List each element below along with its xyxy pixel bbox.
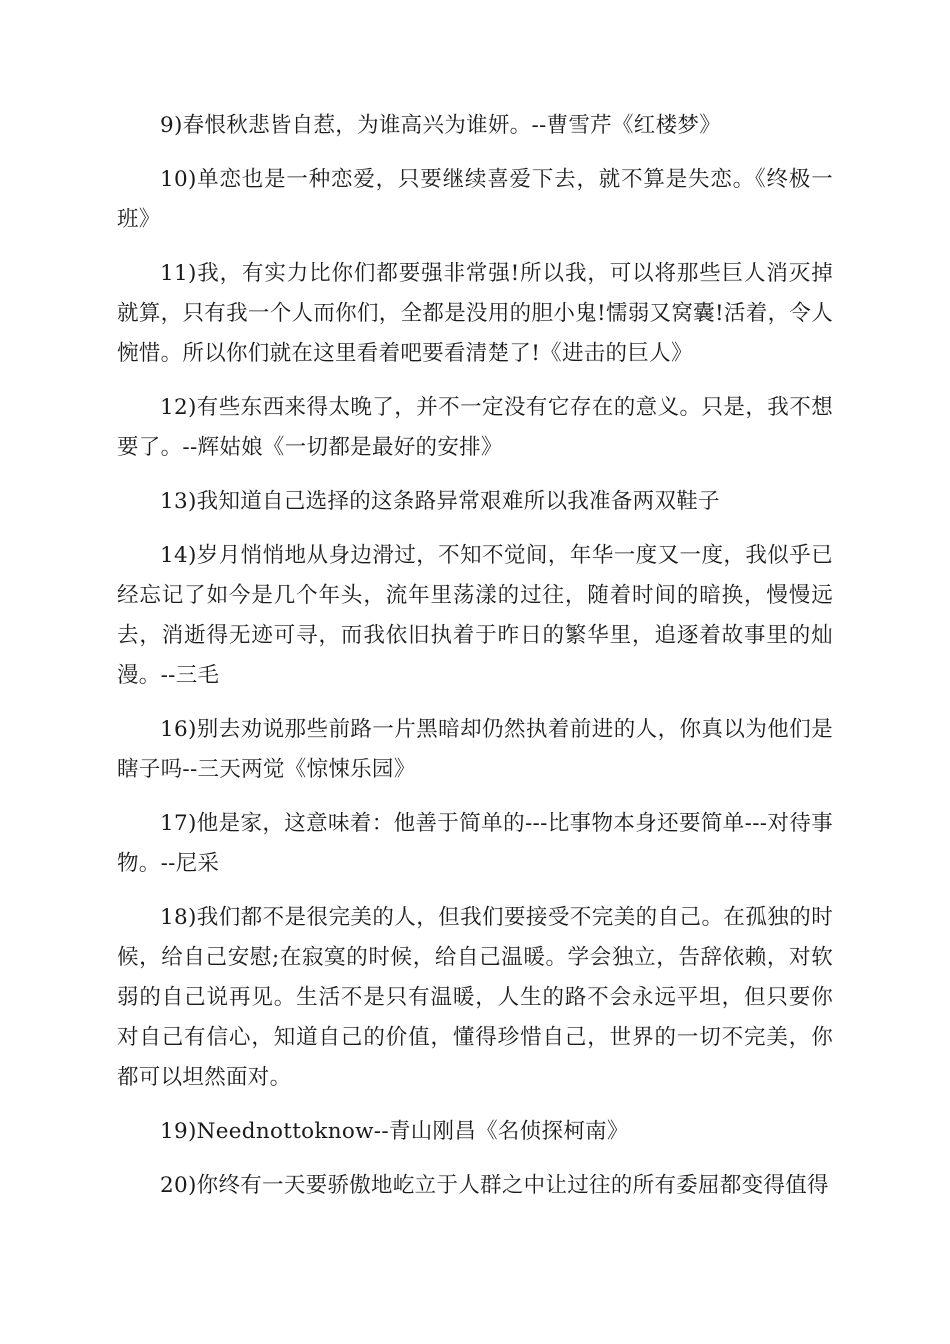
- quote-paragraph-16: 16)别去劝说那些前路一片黑暗却仍然执着前进的人，你真以为他们是瞎子吗--三天两觉《惊悚乐园》: [117, 717, 833, 782]
- quote-paragraph-20: 20)你终有一天要骄傲地屹立于人群之中让过往的所有委屈都变得值得: [160, 1173, 829, 1198]
- quote-paragraph-12: 12)有些东西来得太晚了，并不一定没有它存在的意义。只是，我不想要了。--辉姑娘《一切都是最好的安排》: [117, 395, 833, 460]
- quote-paragraph-10: 10)单恋也是一种恋爱，只要继续喜爱下去，就不算是失恋。《终极一班》: [117, 167, 833, 232]
- quote-paragraph-19: 19)Neednottoknow--青山刚昌《名侦探柯南》: [160, 1119, 629, 1144]
- quote-paragraph-13: 13)我知道自己选择的这条路异常艰难所以我准备两双鞋子: [160, 489, 720, 514]
- quote-paragraph-17: 17)他是家，这意味着：他善于简单的---比事物本身还要简单---对待事物。--尼采: [117, 811, 833, 876]
- quote-paragraph-11: 11)我，有实力比你们都要强非常强!所以我，可以将那些巨人消灭掉就算，只有我一个人而你们，全都是没用的胆小鬼!懦弱又窝囊!活着，令人惋惜。所以你们就在这里看着吧要看清楚了!《进击的巨人》: [117, 261, 833, 366]
- quote-paragraph-9: 9)春恨秋悲皆自惹，为谁高兴为谁妍。--曹雪芹《红楼梦》: [160, 113, 721, 138]
- quote-paragraph-14: 14)岁月悄悄地从身边滑过，不知不觉间，年华一度又一度，我似乎已经忘记了如今是几个年头，流年里荡漾的过往，随着时间的暗换，慢慢远去，消逝得无迹可寻，而我依旧执着于昨日的繁华里，追逐着故事里的灿漫。--三毛: [117, 543, 833, 688]
- quote-paragraph-18: 18)我们都不是很完美的人，但我们要接受不完美的自己。在孤独的时候，给自己安慰;在寂寞的时候，给自己温暖。学会独立，告辞依赖，对软弱的自己说再见。生活不是只有温暖，人生的路不会永远平坦，但只要你对自己有信心，知道自己的价值，懂得珍惜自己，世界的一切不完美，你都可以坦然面对。: [117, 905, 833, 1090]
